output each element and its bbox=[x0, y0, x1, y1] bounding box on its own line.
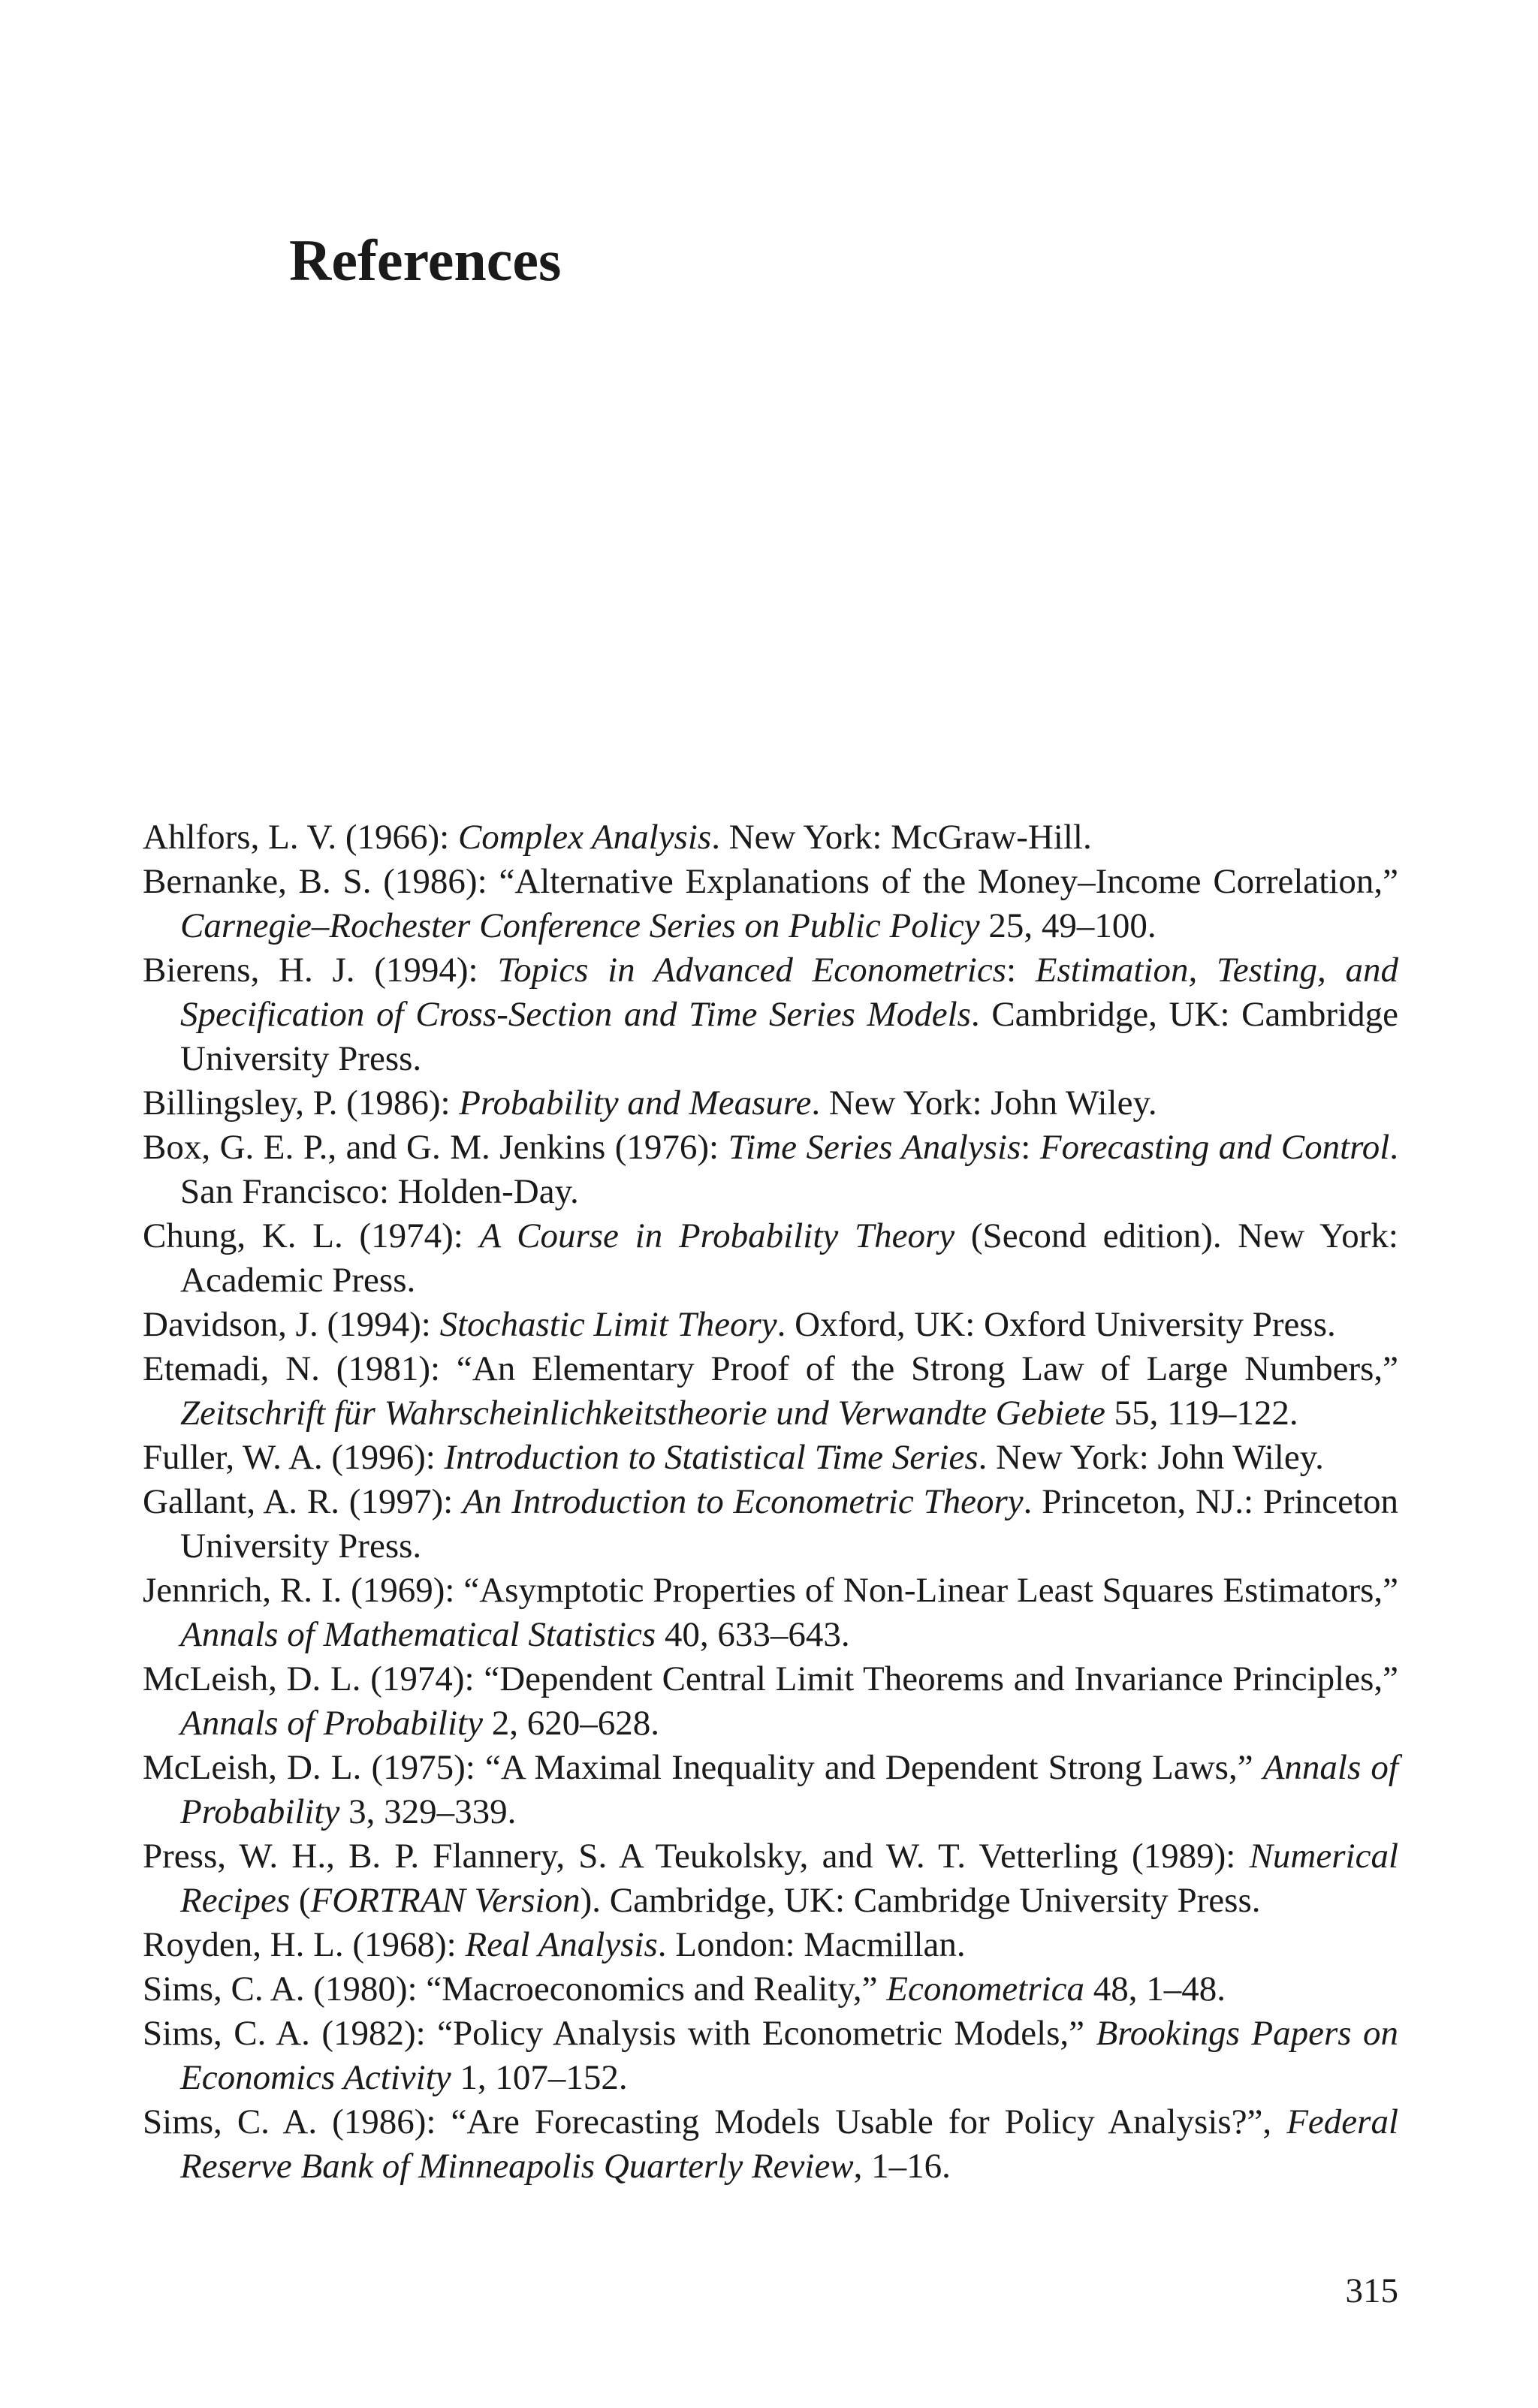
reference-title: Federal Reserve Bank of Minneapolis Quarterly Review bbox=[180, 2102, 1398, 2186]
reference-title: A Course in Probability Theory bbox=[479, 1216, 955, 1255]
reference-list bbox=[143, 815, 1398, 2189]
reference-title: FORTRAN Version bbox=[310, 1881, 581, 1920]
reference-entry bbox=[143, 1436, 1398, 1480]
reference-title: Time Series Analysis bbox=[728, 1128, 1021, 1167]
reference-text: (Second edition). New York: Academic Press. bbox=[180, 1216, 1398, 1300]
reference-text: . New York: John Wiley. bbox=[978, 1438, 1324, 1477]
reference-entry bbox=[143, 2100, 1398, 2189]
reference-text: . Princeton, NJ.: Princeton University Press. bbox=[180, 1482, 1398, 1566]
reference-text: Bierens, H. J. (1994): bbox=[143, 951, 498, 990]
reference-text: , 1–16. bbox=[853, 2147, 951, 2186]
reference-text: 2, 620–628. bbox=[482, 1704, 659, 1743]
reference-text: Ahlfors, L. V. (1966): bbox=[143, 818, 458, 857]
reference-entry bbox=[143, 1569, 1398, 1657]
reference-text: McLeish, D. L. (1974): “Dependent Central Limit Theorems and Invariance Principles,” bbox=[143, 1659, 1398, 1698]
reference-entry bbox=[143, 1347, 1398, 1436]
reference-title: Introduction to Statistical Time Series bbox=[444, 1438, 979, 1477]
reference-text: Bernanke, B. S. (1986): “Alternative Explanations of the Money–Income Correlation,” bbox=[143, 862, 1398, 901]
reference-entry bbox=[143, 1303, 1398, 1347]
reference-text: ). Cambridge, UK: Cambridge University Press. bbox=[580, 1881, 1261, 1920]
reference-title: Estimation, Testing, and Specification of Cross-Section and Time Series Models bbox=[180, 951, 1399, 1034]
reference-title: Brookings Papers on Economics Activity bbox=[180, 2014, 1398, 2097]
reference-title: Numerical Recipes bbox=[180, 1837, 1398, 1920]
reference-text: . New York: McGraw-Hill. bbox=[711, 818, 1092, 857]
reference-entry bbox=[143, 860, 1398, 948]
reference-text: . San Francisco: Holden-Day. bbox=[180, 1128, 1398, 1211]
reference-entry bbox=[143, 815, 1398, 860]
reference-title: Zeitschrift für Wahrscheinlichkeitstheorie und Verwandte Gebiete bbox=[180, 1394, 1105, 1433]
reference-text: . Cambridge, UK: Cambridge University Press. bbox=[180, 995, 1398, 1078]
reference-title: An Introduction to Econometric Theory bbox=[463, 1482, 1024, 1521]
reference-text: Press, W. H., B. P. Flannery, S. A Teukolsky, and W. T. Vetterling (1989): bbox=[143, 1837, 1250, 1876]
reference-title: Probability and Measure bbox=[459, 1083, 812, 1123]
reference-entry bbox=[143, 2012, 1398, 2100]
reference-text: . Oxford, UK: Oxford University Press. bbox=[777, 1305, 1336, 1344]
reference-text: 3, 329–339. bbox=[339, 1792, 517, 1831]
reference-entry bbox=[143, 1214, 1398, 1303]
reference-title: Real Analysis bbox=[465, 1925, 658, 1964]
reference-text: Gallant, A. R. (1997): bbox=[143, 1482, 463, 1521]
reference-text: Box, G. E. P., and G. M. Jenkins (1976): bbox=[143, 1128, 728, 1167]
reference-entry bbox=[143, 1126, 1398, 1214]
reference-text: Jennrich, R. I. (1969): “Asymptotic Properties of Non-Linear Least Squares Estimators,” bbox=[143, 1571, 1398, 1610]
reference-text: ( bbox=[290, 1881, 311, 1920]
reference-entry bbox=[143, 1923, 1398, 1967]
reference-entry bbox=[143, 1834, 1398, 1923]
reference-title: Topics in Advanced Econometrics bbox=[497, 951, 1006, 990]
reference-title: Carnegie–Rochester Conference Series on Public Policy bbox=[180, 906, 980, 945]
reference-text: : bbox=[1021, 1128, 1040, 1167]
reference-text: Davidson, J. (1994): bbox=[143, 1305, 440, 1344]
reference-title: Annals of Probability bbox=[180, 1704, 483, 1743]
reference-entry bbox=[143, 948, 1398, 1081]
reference-text: Etemadi, N. (1981): “An Elementary Proof of the Strong Law of Large Numbers,” bbox=[143, 1349, 1398, 1388]
reference-text: Sims, C. A. (1986): “Are Forecasting Models Usable for Policy Analysis?”, bbox=[143, 2102, 1287, 2141]
reference-text: Chung, K. L. (1974): bbox=[143, 1216, 480, 1255]
reference-text: 40, 633–643. bbox=[656, 1615, 850, 1654]
reference-text: 25, 49–100. bbox=[979, 906, 1157, 945]
reference-text: Sims, C. A. (1982): “Policy Analysis with Econometric Models,” bbox=[143, 2014, 1096, 2053]
reference-entry bbox=[143, 1967, 1398, 2012]
reference-entry bbox=[143, 1480, 1398, 1569]
reference-text: : bbox=[1006, 951, 1036, 990]
reference-title: Complex Analysis bbox=[457, 818, 712, 857]
reference-entry bbox=[143, 1746, 1398, 1834]
reference-title: Annals of Probability bbox=[180, 1748, 1398, 1831]
reference-text: 1, 107–152. bbox=[451, 2058, 628, 2097]
reference-title: Annals of Mathematical Statistics bbox=[180, 1615, 656, 1654]
page-number: 315 bbox=[1345, 2271, 1398, 2310]
reference-title: Econometrica bbox=[886, 1969, 1084, 2009]
reference-title: Forecasting and Control bbox=[1039, 1128, 1390, 1167]
reference-text: Billingsley, P. (1986): bbox=[143, 1083, 460, 1123]
reference-text: 55, 119–122. bbox=[1105, 1394, 1298, 1433]
reference-text: . London: Macmillan. bbox=[657, 1925, 966, 1964]
reference-entry bbox=[143, 1657, 1398, 1746]
reference-text: McLeish, D. L. (1975): “A Maximal Inequality and Dependent Strong Laws,” bbox=[143, 1748, 1263, 1787]
reference-text: . New York: John Wiley. bbox=[811, 1083, 1157, 1123]
reference-text: Fuller, W. A. (1996): bbox=[143, 1438, 445, 1477]
page-title: References bbox=[289, 228, 562, 293]
reference-text: Royden, H. L. (1968): bbox=[143, 1925, 466, 1964]
reference-title: Stochastic Limit Theory bbox=[439, 1305, 777, 1344]
reference-text: 48, 1–48. bbox=[1084, 1969, 1226, 2009]
reference-entry bbox=[143, 1081, 1398, 1126]
reference-text: Sims, C. A. (1980): “Macroeconomics and Reality,” bbox=[143, 1969, 887, 2009]
